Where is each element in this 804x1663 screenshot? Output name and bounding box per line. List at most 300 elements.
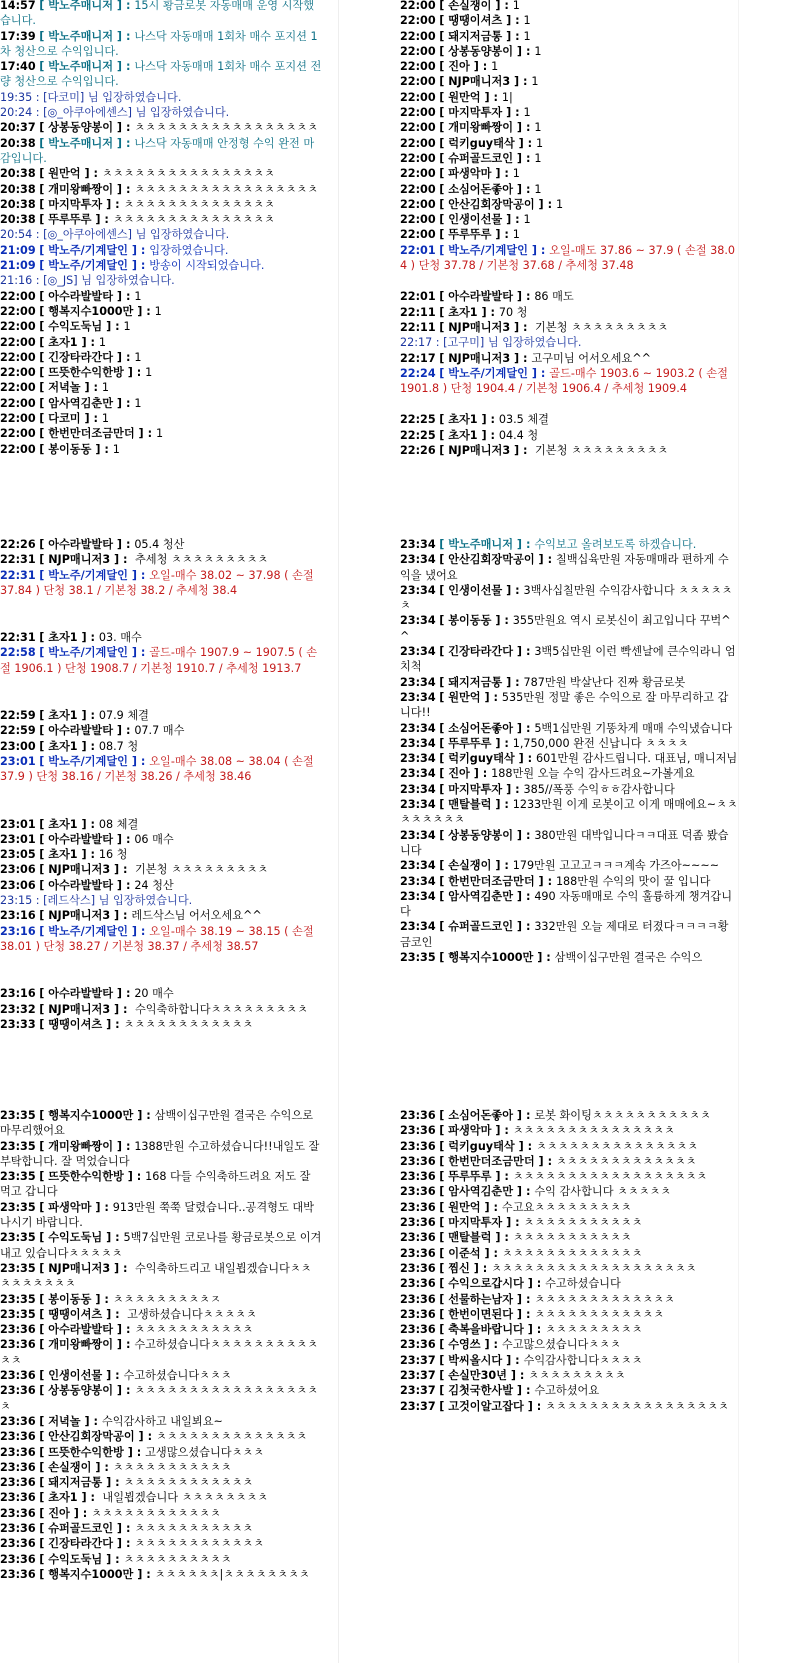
message-text: 기본청 ㅊㅊㅊㅊㅊㅊㅊㅊㅊ xyxy=(131,863,269,877)
message-time: 23:36 xyxy=(0,1491,36,1505)
chat-message xyxy=(400,366,738,397)
message-text: 오일-매수 38.02 ~ 37.98 ( 손절 37.84 ) 단청 38.1 / 기본청 38.2 / 추세청 38.4 xyxy=(0,568,318,597)
chat-message xyxy=(0,908,322,923)
message-time: 23:36 xyxy=(400,1170,436,1184)
chat-panel-1 xyxy=(0,0,322,480)
separator-colon: : xyxy=(542,951,555,965)
separator-colon: : xyxy=(522,889,535,903)
message-text: 1 xyxy=(512,167,520,181)
sender-name: [ 뜨뜻한수익한방 ] xyxy=(39,1445,133,1459)
sender-name: [ 김첫국한사발 ] xyxy=(439,1384,523,1398)
chat-message xyxy=(400,1261,738,1276)
message-text: ㅊㅊㅊㅊㅊㅊ|ㅊㅊㅊㅊㅊㅊㅊㅊ xyxy=(154,1567,310,1581)
message-text: ㅊㅊㅊㅊㅊㅊㅊㅊㅊㅊㅊ xyxy=(134,1522,254,1536)
separator-colon: : xyxy=(89,167,102,181)
message-time: 23:34 xyxy=(400,859,436,873)
sender-name: [ NJP매니저3 ] xyxy=(39,1002,120,1016)
message-time: 23:34 xyxy=(400,538,436,551)
chat-message xyxy=(400,1307,738,1322)
separator-colon: : xyxy=(136,646,150,660)
sender-name: [ 박노주/기계달인 ] xyxy=(39,568,137,582)
message-time: 23:35 xyxy=(0,1109,36,1122)
separator-colon: : xyxy=(489,1338,502,1352)
message-time: 22:25 xyxy=(400,428,436,442)
message-text: 787만원 박살난다 진짜 황금로봇 xyxy=(523,675,686,689)
sender-name: [ 아수라발발타 ] xyxy=(39,289,123,303)
chat-message xyxy=(400,797,738,828)
system-message xyxy=(400,335,738,350)
blank-line xyxy=(0,970,322,986)
message-time: 22:00 xyxy=(400,60,436,74)
sender-name: [ NJP매니저3 ] xyxy=(39,863,120,877)
sender-name: [ 손실만30년 ] xyxy=(439,1369,517,1383)
chat-message xyxy=(400,1123,738,1138)
message-time: 22:00 xyxy=(0,442,36,456)
chat-message xyxy=(400,1399,738,1414)
separator-colon: : xyxy=(500,1231,513,1245)
message-text: 03.5 체결 xyxy=(498,413,549,427)
sender-name: [ 박노주매니저 ] xyxy=(39,136,123,150)
chat-message xyxy=(0,1521,322,1536)
chat-message xyxy=(0,1445,322,1460)
separator-colon: : xyxy=(478,60,492,74)
message-text: ㅊㅊㅊㅊㅊㅊㅊㅊㅊㅊㅊㅊㅊㅊㅊㅊㅊ xyxy=(134,121,319,135)
separator-colon: : xyxy=(122,60,135,74)
sender-name: [ 슈퍼골드코인 ] xyxy=(439,920,523,934)
message-time: 23:36 xyxy=(400,1338,436,1352)
message-time: 23:01 xyxy=(0,817,36,831)
message-time: 23:36 xyxy=(400,1216,436,1230)
separator-colon: : xyxy=(136,568,150,582)
separator-colon: : xyxy=(543,553,556,567)
sender-name: [ 럭키guy태삭 ] xyxy=(439,752,524,766)
message-text: ㅊㅊㅊㅊㅊㅊㅊㅊㅊㅊㅊ xyxy=(523,1216,643,1230)
message-time: 22:00 xyxy=(400,197,436,211)
message-time: 22:00 xyxy=(400,0,436,12)
sender-name: [ 원만억 ] xyxy=(439,1200,490,1214)
separator-colon: : xyxy=(100,1460,113,1474)
message-text: 1388만원 수고하셨습니다!!내일도 잘 부탁합니다. 잘 먹었습니다 xyxy=(0,1139,323,1168)
blank-line xyxy=(0,801,322,817)
separator-colon: : xyxy=(119,1002,132,1016)
chat-message xyxy=(0,1536,322,1551)
separator-colon: : xyxy=(122,182,135,196)
chat-panel-4 xyxy=(400,539,738,1049)
message-text: ㅊㅊㅊㅊㅊㅊㅊㅊㅊㅊㅊㅊ xyxy=(123,1017,254,1031)
separator-colon: : xyxy=(532,1277,546,1291)
sender-name: [ 진아 ] xyxy=(439,767,479,781)
message-text: ㅊㅊㅊㅊㅊㅊㅊㅊㅊㅊㅊ xyxy=(512,1231,632,1245)
message-time: 20:38 xyxy=(0,197,36,211)
message-time: 23:01 xyxy=(0,754,36,768)
chat-message xyxy=(400,136,738,151)
separator-colon: : xyxy=(122,136,135,150)
separator-colon: : xyxy=(500,1124,513,1138)
chat-message xyxy=(400,613,738,644)
chat-message xyxy=(0,1552,322,1567)
message-time: 23:34 xyxy=(400,920,436,934)
separator-colon: : xyxy=(100,213,113,227)
chat-message xyxy=(400,1139,738,1154)
chat-message xyxy=(0,739,322,754)
message-text: ㅊㅊㅊㅊㅊㅊㅊㅊㅊㅊㅊㅊㅊㅊㅊㅊㅊㅊㅊ xyxy=(491,1261,697,1275)
message-time: 23:37 xyxy=(400,1384,436,1398)
chat-message xyxy=(0,212,322,227)
sender-name: [ 개미왕빠짱이 ] xyxy=(39,1139,123,1153)
message-time: 23:34 xyxy=(400,874,436,888)
chat-message xyxy=(400,858,738,873)
message-text: 수익보고 올려보도록 하겠습니다. xyxy=(534,538,697,551)
chat-message xyxy=(400,1184,738,1199)
separator-colon: : xyxy=(86,1491,99,1505)
sender-name: [ 돼지저금통 ] xyxy=(39,1476,112,1490)
chat-message xyxy=(0,924,322,955)
message-text: 내일뵙겠습니다 ㅊㅊㅊㅊㅊㅊㅊㅊ xyxy=(98,1491,269,1505)
sender-name: [ 진아 ] xyxy=(39,1506,79,1520)
separator-colon: : xyxy=(522,44,535,58)
sender-name: [ 마지막투자 ] xyxy=(439,1216,512,1230)
message-text: 20 매수 xyxy=(134,987,174,1001)
message-time: 22:17 xyxy=(400,351,436,365)
message-time: 20:37 xyxy=(0,121,36,135)
sender-name: [ 파생악마 ] xyxy=(439,1124,501,1138)
message-time: 22:00 xyxy=(400,182,436,196)
separator-colon: : xyxy=(522,828,535,842)
chat-log xyxy=(400,1108,738,1414)
chat-message xyxy=(400,537,738,552)
sender-name: [ 원만억 ] xyxy=(439,690,490,704)
separator-colon: : xyxy=(78,1506,92,1520)
chat-message xyxy=(400,428,738,443)
chat-message xyxy=(0,59,322,90)
chat-message xyxy=(0,1200,322,1231)
separator-colon: : xyxy=(519,351,532,365)
message-text: 06 매수 xyxy=(134,832,174,846)
message-time: 22:00 xyxy=(0,320,36,334)
separator-colon: : xyxy=(122,1522,135,1536)
message-time: 22:00 xyxy=(0,381,36,395)
chat-message xyxy=(0,380,322,395)
message-text: 188만원 수익의 맛이 꿀 입니다 xyxy=(555,874,711,888)
separator-colon: : xyxy=(536,243,550,257)
message-text: 1 xyxy=(154,304,162,318)
message-time: 22:00 xyxy=(400,167,436,181)
message-text: 골드-매수 1907.9 ~ 1907.5 ( 손절 1906.1 ) 단청 1908.7 / 기본청 1910.7 / 추세청 1913.7 xyxy=(0,646,318,675)
chat-message xyxy=(0,1429,322,1444)
chat-message xyxy=(0,365,322,380)
chat-message xyxy=(0,1475,322,1490)
system-message xyxy=(0,893,322,908)
message-text: ㅊㅊㅊㅊㅊㅊㅊㅊㅊㅊㅊㅊ xyxy=(534,1307,664,1321)
message-time: 23:33 xyxy=(0,1017,36,1031)
message-time: 23:35 xyxy=(0,1261,36,1275)
separator-colon: : xyxy=(516,1369,529,1383)
message-text: 490 자동매매로 수익 훌륭하게 챙겨갑니다 xyxy=(400,889,732,919)
system-message xyxy=(0,227,322,242)
message-time: 23:36 xyxy=(400,1139,436,1153)
sender-name: [ 박씨올시다 ] xyxy=(439,1353,512,1367)
sender-name: [ 땡땡이셔츠 ] xyxy=(39,1017,112,1031)
message-time: 22:00 xyxy=(0,289,36,303)
message-time: 23:36 xyxy=(400,1323,436,1337)
sender-name: [ 박노주/기계달인 ] xyxy=(39,924,137,938)
message-text: 방송이 시작되었습니다. xyxy=(149,259,265,273)
message-text: ㅊㅊㅊㅊㅊㅊㅊㅊㅊㅊㅊㅊㅊ xyxy=(555,1154,697,1168)
separator-colon: : xyxy=(511,675,524,689)
message-time: 17:40 xyxy=(0,60,36,74)
chat-message xyxy=(400,766,738,781)
message-text: 1 xyxy=(523,213,531,227)
separator-colon: : xyxy=(500,1170,513,1184)
chat-message xyxy=(400,1230,738,1245)
sender-name: [ 인생이선물 ] xyxy=(439,213,512,227)
message-text: 수고요ㅊㅊㅊㅊㅊㅊㅊㅊㅊ xyxy=(501,1200,632,1214)
system-message xyxy=(0,90,322,105)
chat-log xyxy=(0,0,322,457)
separator-colon: : xyxy=(489,1246,502,1260)
message-text: ㅊㅊㅊㅊㅊㅊㅊㅊㅊㅊㅊㅊㅊㅊㅊㅊ xyxy=(101,167,275,181)
chat-message xyxy=(400,874,738,889)
message-time: 23:35 xyxy=(0,1200,36,1214)
message-time: 22:00 xyxy=(400,44,436,58)
message-text: 16 청 xyxy=(98,848,128,862)
sender-name: [ 초자1 ] xyxy=(39,1491,87,1505)
separator-colon: : xyxy=(522,182,535,196)
sender-name: [ 개미왕빠짱이 ] xyxy=(39,1338,123,1352)
system-message-text: 20:54 : [◎_아쿠아에센스] 님 입장하였습니다. xyxy=(0,228,230,242)
separator-colon: : xyxy=(489,1200,502,1214)
chat-message xyxy=(400,552,738,583)
sender-name: [ 초자1 ] xyxy=(39,335,87,349)
chat-message xyxy=(0,568,322,599)
message-text: 수고하셨습니다ㅊㅊㅊ xyxy=(123,1369,232,1383)
sender-name: [ NJP매니저3 ] xyxy=(439,351,520,365)
sender-name: [ 봉이동동 ] xyxy=(439,614,501,628)
chat-message xyxy=(400,1353,738,1368)
message-time: 23:34 xyxy=(400,736,436,750)
sender-name: [ 찜신 ] xyxy=(439,1261,479,1275)
message-text: 1 xyxy=(98,335,106,349)
message-time: 21:09 xyxy=(0,243,36,257)
sender-name: [ NJP매니저3 ] xyxy=(39,553,120,567)
chat-message xyxy=(400,320,738,335)
separator-colon: : xyxy=(486,413,499,427)
separator-colon: : xyxy=(522,538,535,551)
message-text: 1 xyxy=(534,151,542,165)
message-text: 1 xyxy=(123,320,131,334)
chat-message xyxy=(0,304,322,319)
separator-colon: : xyxy=(523,136,536,150)
message-time: 23:36 xyxy=(0,1384,36,1398)
sender-name: [ 원만억 ] xyxy=(439,90,490,104)
message-time: 22:26 xyxy=(0,538,36,551)
chat-message xyxy=(400,1169,738,1184)
message-time: 23:36 xyxy=(400,1109,436,1122)
message-text: ㅊㅊㅊㅊㅊㅊㅊㅊㅊㅊㅊㅊ xyxy=(134,1537,264,1551)
sender-name: [ 파생악마 ] xyxy=(439,167,501,181)
message-time: 22:00 xyxy=(400,90,436,104)
chat-message xyxy=(0,1169,322,1200)
message-time: 22:00 xyxy=(0,396,36,410)
chat-message xyxy=(0,1261,322,1292)
separator-colon: : xyxy=(122,538,135,551)
message-text: ㅊㅊㅊㅊㅊㅊㅊㅊㅊㅊㅊ xyxy=(112,1460,232,1474)
message-text: ㅊㅊㅊㅊㅊㅊㅊㅊㅊ xyxy=(528,1369,626,1383)
message-time: 23:36 xyxy=(400,1154,436,1168)
chat-message xyxy=(0,350,322,365)
message-time: 23:37 xyxy=(400,1399,436,1413)
message-time: 22:00 xyxy=(0,427,36,441)
message-text: ㅊㅊㅊㅊㅊㅊㅊㅊㅊㅊㅊㅊㅊㅊㅊㅊㅊㅊ xyxy=(0,1384,319,1413)
sender-name: [ 암사역김춘만 ] xyxy=(439,1185,523,1199)
separator-colon: : xyxy=(136,754,150,768)
message-time: 22:31 xyxy=(0,553,36,567)
separator-colon: : xyxy=(122,1338,135,1352)
sender-name: [ 뜨뜻한수익한방 ] xyxy=(39,366,133,380)
message-time: 22:00 xyxy=(400,29,436,43)
chat-log xyxy=(0,537,322,1032)
chat-message xyxy=(400,1368,738,1383)
separator-colon: : xyxy=(500,736,513,750)
message-text: 1 xyxy=(534,121,542,135)
message-text: 1 xyxy=(535,136,544,150)
separator-colon: : xyxy=(122,1323,135,1337)
message-text: 골드-매수 1903.6 ~ 1903.2 ( 손절 1901.8 ) 단청 1904.4 / 기본청 1906.4 / 추세청 1909.4 xyxy=(400,366,732,396)
message-text: ㅊㅊㅊㅊㅊㅊㅊㅊㅊㅊㅊㅊㅊ xyxy=(501,1246,643,1260)
message-time: 23:36 xyxy=(400,1200,436,1214)
separator-colon: : xyxy=(478,1261,492,1275)
message-time: 23:36 xyxy=(0,1369,36,1383)
message-text: 오일-매수 38.08 ~ 38.04 ( 손절 37.9 ) 단청 38.16 / 기본청 38.26 / 추세청 38.46 xyxy=(0,754,318,784)
chat-message xyxy=(400,736,738,751)
separator-colon: : xyxy=(532,1323,546,1337)
sender-name: [ 박노주/기계달인 ] xyxy=(439,243,537,257)
chat-message xyxy=(0,986,322,1001)
sender-name: [ 맨탈블럭 ] xyxy=(439,1231,501,1245)
chat-message xyxy=(400,1108,738,1123)
separator-colon: : xyxy=(522,1109,535,1122)
message-text: 07.9 체결 xyxy=(98,709,149,723)
sender-name: [ 상봉동양봉이 ] xyxy=(39,121,123,135)
message-time: 23:00 xyxy=(0,739,36,753)
message-time: 23:36 xyxy=(0,1567,36,1581)
message-time: 23:36 xyxy=(0,1323,36,1337)
message-text: 08.7 청 xyxy=(98,739,139,753)
sender-name: [ 진아 ] xyxy=(439,60,479,74)
message-text: 07.7 매수 xyxy=(134,724,185,738)
separator-colon: : xyxy=(111,320,124,334)
separator-colon: : xyxy=(86,817,99,831)
message-text: 오일-매도 37.86 ~ 37.9 ( 손절 38.04 ) 단청 37.78 / 기본청 37.68 / 추세청 37.48 xyxy=(400,243,736,273)
chat-message xyxy=(0,862,322,877)
system-message-text: 22:17 : [고구미] 님 입장하였습니다. xyxy=(400,336,582,350)
sender-name: [ 초자1 ] xyxy=(439,413,487,427)
message-text: ㅊㅊㅊㅊㅊㅊㅊㅊㅊㅊㅊㅊ xyxy=(91,1506,221,1520)
message-time: 22:00 xyxy=(400,151,436,165)
message-text: 1 xyxy=(523,106,531,120)
chat-message xyxy=(0,411,322,426)
sender-name: [ 한번만더조금만더 ] xyxy=(439,874,544,888)
separator-colon: : xyxy=(522,1384,535,1398)
separator-colon: : xyxy=(89,1414,102,1428)
sender-name: [ 돼지저금통 ] xyxy=(439,675,512,689)
message-time: 22:11 xyxy=(400,305,436,319)
sender-name: [ 땡땡이셔츠 ] xyxy=(439,14,512,28)
separator-colon: : xyxy=(111,1369,124,1383)
chat-message xyxy=(400,751,738,766)
sender-name: [ 박노주/기계달인 ] xyxy=(39,754,137,768)
message-text: ㅊㅊㅊㅊㅊㅊㅊㅊㅊㅊㅊㅊㅊㅊㅊㅊㅊ xyxy=(134,182,319,196)
message-time: 23:36 xyxy=(400,1124,436,1138)
message-time: 23:36 xyxy=(0,1476,36,1490)
chat-message xyxy=(0,1108,322,1139)
sender-name: [ 행복지수1000만 ] xyxy=(39,1109,143,1122)
chat-message xyxy=(400,166,738,181)
chat-message xyxy=(0,319,322,334)
message-time: 23:36 xyxy=(400,1261,436,1275)
sender-name: [ 박노주매니저 ] xyxy=(439,538,523,551)
message-text: 고생많으셨습니다ㅊㅊㅊ xyxy=(145,1445,265,1459)
message-time: 22:00 xyxy=(400,14,436,28)
separator-colon: : xyxy=(143,427,156,441)
message-text: 1 xyxy=(523,14,531,28)
chat-message xyxy=(0,878,322,893)
separator-colon: : xyxy=(143,1430,156,1444)
chat-message xyxy=(400,182,738,197)
separator-colon: : xyxy=(511,583,524,597)
sender-name: [ 인생이선물 ] xyxy=(39,1369,112,1383)
message-text: 1 xyxy=(555,197,564,211)
chat-message xyxy=(400,1337,738,1352)
message-text: 1 xyxy=(534,44,542,58)
message-time: 23:36 xyxy=(0,1430,36,1444)
separator-colon: : xyxy=(532,1399,546,1413)
separator-colon: : xyxy=(122,0,135,12)
message-time: 23:34 xyxy=(400,889,436,903)
separator-colon: : xyxy=(100,442,113,456)
separator-colon: : xyxy=(86,631,99,645)
message-time: 23:36 xyxy=(400,1185,436,1199)
separator-colon: : xyxy=(136,924,150,938)
sender-name: [ 다코미 ] xyxy=(39,412,90,426)
message-text: 입장하였습니다. xyxy=(149,243,229,257)
chat-message xyxy=(0,1460,322,1475)
message-time: 22:00 xyxy=(400,75,436,89)
sender-name: [ 긴장타라간다 ] xyxy=(439,645,523,659)
chat-message xyxy=(0,29,322,60)
separator-colon: : xyxy=(500,798,513,812)
message-text: 나스닥 자동매매 1회차 매수 포지션 1차 청산으로 수익입니다. xyxy=(0,29,318,58)
message-text: 3백사십칠만원 수익감사합니다 ㅊㅊㅊㅊㅊㅊ xyxy=(400,583,733,613)
separator-colon: : xyxy=(519,320,532,334)
message-text: 수익축하합니다ㅊㅊㅊㅊㅊㅊㅊㅊㅊ xyxy=(131,1002,308,1016)
sender-name: [ 박노주/기계달인 ] xyxy=(39,243,137,257)
message-time: 22:00 xyxy=(400,213,436,227)
separator-colon: : xyxy=(536,366,550,380)
separator-colon: : xyxy=(142,1567,155,1581)
chat-message xyxy=(400,675,738,690)
separator-colon: : xyxy=(522,151,535,165)
sender-name: [ 뚜루뚜루 ] xyxy=(439,228,501,242)
message-text: 수익감사합니다ㅊㅊㅊㅊ xyxy=(523,1353,643,1367)
separator-colon: : xyxy=(486,428,499,442)
separator-colon: : xyxy=(519,444,532,458)
column-divider xyxy=(338,0,339,1663)
sender-name: [ 선물하는남자 ] xyxy=(439,1292,523,1306)
message-time: 20:38 xyxy=(0,213,36,227)
separator-colon: : xyxy=(478,767,492,781)
message-text: 355만원요 역시 로봇신이 최고입니다 꾸벅^^ xyxy=(400,614,731,643)
